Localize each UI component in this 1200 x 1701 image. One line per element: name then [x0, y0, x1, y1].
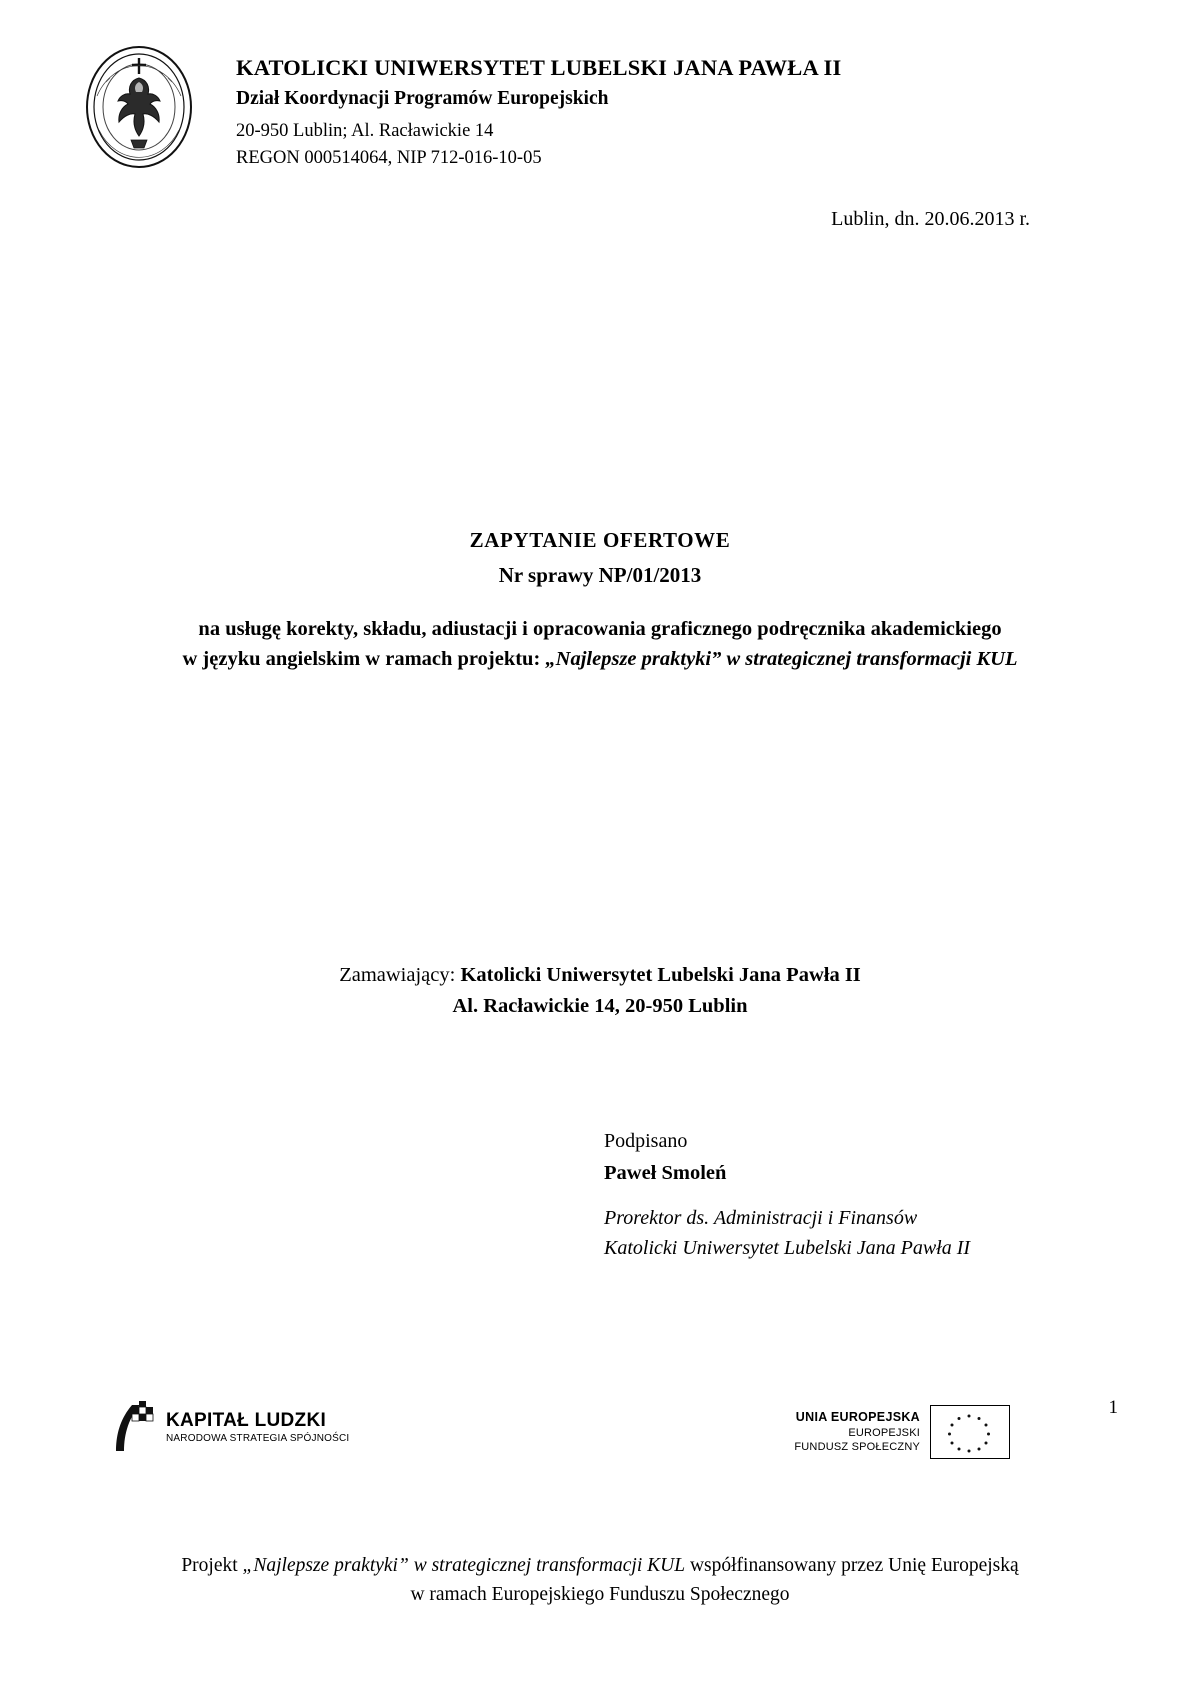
footer-logo-row — [0, 1401, 1200, 1471]
footer-note-line-2: w ramach Europejskiego Funduszu Społecznego — [410, 1583, 790, 1605]
authority-line-1 — [0, 960, 1200, 991]
document-title: ZAPYTANIE OFERTOWE — [469, 528, 731, 552]
european-union-text — [794, 1409, 920, 1456]
subject-line-2 — [0, 645, 1200, 675]
signature-organization: Katolicki Uniwersytet Lubelski Jana Pawła II — [604, 1236, 971, 1259]
eu-flag-icon — [930, 1405, 1010, 1459]
signature-label: Podpisano — [604, 1130, 688, 1152]
footer-note — [0, 1551, 1200, 1610]
kapital-ludzki-title: KAPITAŁ LUDZKI — [166, 1409, 327, 1431]
footer-note-prefix: Projekt — [181, 1554, 243, 1576]
page-number: 1 — [1108, 1397, 1118, 1418]
signature-block — [604, 1127, 970, 1263]
european-union-logo — [794, 1405, 1010, 1459]
document-title-block — [0, 528, 1200, 588]
organization-name: KATOLICKI UNIWERSYTET LUBELSKI JANA PAWŁA II — [236, 55, 842, 80]
subject-line-2-prefix: w języku angielskim w ramach projektu: — [182, 647, 546, 670]
university-crest-icon — [84, 44, 194, 170]
contracting-authority — [0, 960, 1200, 1022]
eu-line-1: UNIA EUROPEJSKA — [795, 1409, 920, 1424]
authority-name: Katolicki Uniwersytet Lubelski Jana Pawła II — [460, 964, 861, 986]
organization-registration: REGON 000514064, NIP 712-016-10-05 — [236, 148, 542, 169]
signature-name: Paweł Smoleń — [604, 1162, 727, 1184]
document-header — [84, 44, 1116, 172]
footer-note-project-name: „Najlepsze praktyki” w strategicznej transformacji KUL — [242, 1554, 686, 1576]
footer-note-suffix: współfinansowany przez Unię Europejską — [685, 1554, 1019, 1576]
date-line: Lublin, dn. 20.06.2013 r. — [831, 208, 1030, 230]
signature-role: Prorektor ds. Administracji i Finansów — [604, 1206, 918, 1229]
eu-line-3: FUNDUSZ SPOŁECZNY — [794, 1441, 920, 1454]
subject-line-1: na usługę korekty, składu, adiustacji i opracowania graficznego podręcznika akademickiego — [198, 618, 1002, 640]
document-subject — [0, 615, 1200, 674]
kapital-ludzki-subtitle: NARODOWA STRATEGIA SPÓJNOŚCI — [166, 1432, 350, 1444]
case-number: Nr sprawy NP/01/2013 — [498, 563, 702, 587]
organization-address: 20-950 Lublin; Al. Racławickie 14 — [236, 121, 494, 142]
kapital-ludzki-text — [166, 1411, 349, 1444]
kapital-ludzki-logo — [110, 1401, 349, 1453]
footer-note-line-1 — [0, 1551, 1200, 1580]
authority-label: Zamawiający: — [339, 964, 461, 986]
eu-line-2: EUROPEJSKI — [848, 1426, 920, 1439]
authority-address: Al. Racławickie 14, 20-950 Lublin — [452, 994, 748, 1017]
department-name: Dział Koordynacji Programów Europejskich — [236, 88, 609, 110]
kapital-ludzki-logo-icon — [110, 1401, 156, 1453]
header-text-block — [236, 44, 841, 172]
subject-project-name: „Najlepsze praktyki” w strategicznej transformacji KUL — [545, 647, 1018, 670]
